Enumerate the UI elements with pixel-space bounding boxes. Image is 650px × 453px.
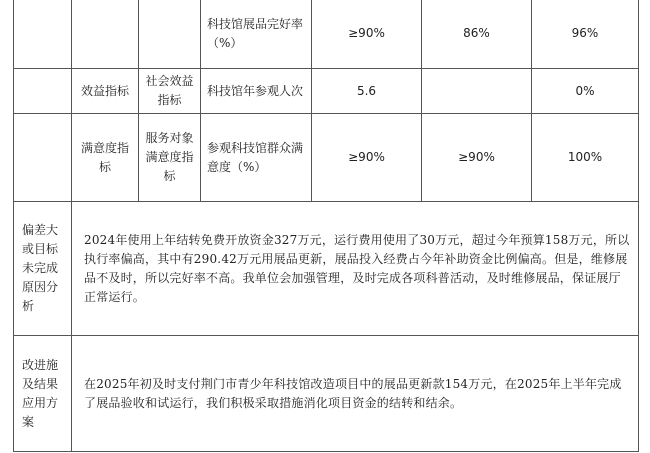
level3-cell: 服务对象满意度指标 — [139, 114, 201, 202]
level3-cell — [139, 0, 201, 69]
deviation-text: 2024年使用上年结转免费开放资金327万元，运行费用使用了30万元，超过今年预算158万元，所以执行率偏高，其中有290.42万元用展品更新，展品投入经费占今年补助资金比例偏高。但是，维修展品不及时，所以完好率不高。我单位会加强管理，及时完成各项科普活动，及时维修展品，保证展厅正常运行。 — [72, 202, 639, 336]
deviation-row — [14, 202, 639, 336]
indicator-name: 参观科技馆群众满意度（%） — [201, 114, 312, 202]
score-value: 0% — [532, 69, 639, 114]
score-value: 96% — [532, 0, 639, 69]
level1-cell — [14, 69, 72, 114]
improvement-text: 在2025年初及时支付荆门市青少年科技馆改造项目中的展品更新款154万元，在2025年上半年完成了展品验收和试运行，我们积极采取措施消化项目资金的结转和结余。 — [72, 336, 639, 452]
target-value: 5.6 — [312, 69, 422, 114]
score-value: 100% — [532, 114, 639, 202]
table-row — [14, 69, 639, 114]
level2-cell: 满意度指标 — [72, 114, 139, 202]
improvement-row — [14, 336, 639, 452]
improvement-label: 改进施及结果应用方案 — [14, 336, 72, 452]
performance-table — [13, 0, 639, 452]
indicator-name: 科技馆年参观人次 — [201, 69, 312, 114]
table-row — [14, 0, 639, 69]
level1-cell — [14, 0, 72, 69]
indicator-name: 科技馆展品完好率（%） — [201, 0, 312, 69]
table-row — [14, 114, 639, 202]
target-value: ≥90% — [312, 0, 422, 69]
level3-cell: 社会效益指标 — [139, 69, 201, 114]
deviation-label: 偏差大或目标未完成原因分析 — [14, 202, 72, 336]
target-value: ≥90% — [312, 114, 422, 202]
actual-value: ≥90% — [422, 114, 532, 202]
level2-cell: 效益指标 — [72, 69, 139, 114]
actual-value: 86% — [422, 0, 532, 69]
actual-value — [422, 69, 532, 114]
level2-cell — [72, 0, 139, 69]
level1-cell — [14, 114, 72, 202]
